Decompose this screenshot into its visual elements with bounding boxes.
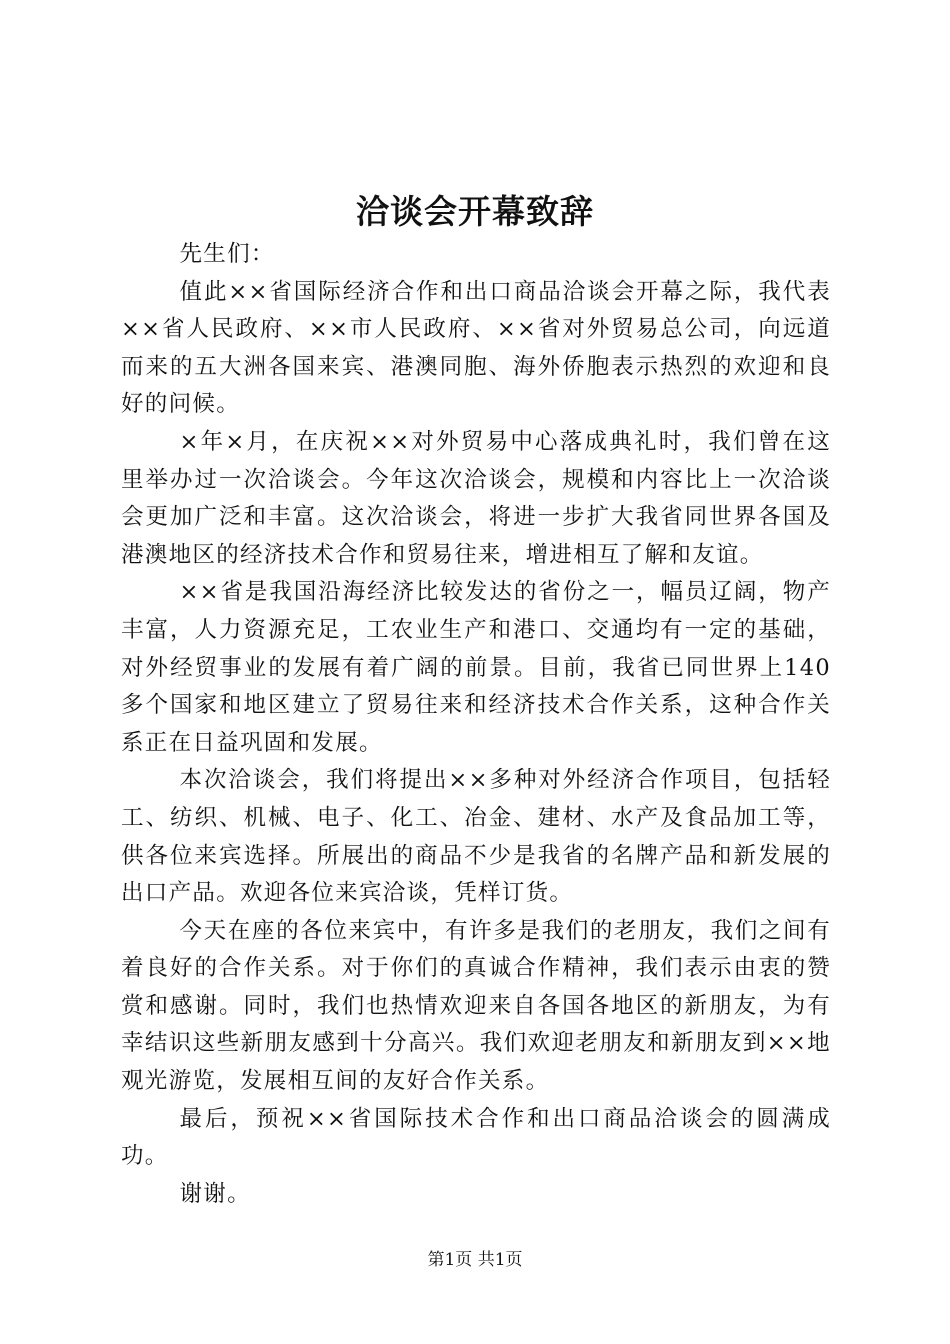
paragraph-history: ×年×月，在庆祝××对外贸易中心落成典礼时，我们曾在这里举办过一次洽谈会。今年这次洽谈会，规模和内容比上一次洽谈会更加广泛和丰富。这次洽谈会，将进一步扩大我省同世界各国及港澳地区的经济技术合作和贸易往来，增进相互了解和友谊。 <box>121 428 831 568</box>
paragraph-friends: 今天在座的各位来宾中，有许多是我们的老朋友，我们之间有着良好的合作关系。对于你们的真诚合作精神，我们表示由衷的赞赏和感谢。同时，我们也热情欢迎来自各国各地区的新朋友，为有幸结识这些新朋友感到十分高兴。我们欢迎老朋友和新朋友到××地观光游览，发展相互间的友好合作关系。 <box>121 917 831 1095</box>
paragraph-wishes: 最后，预祝××省国际技术合作和出口商品洽谈会的圆满成功。 <box>121 1105 831 1170</box>
salutation: 先生们： <box>179 241 275 267</box>
paragraph-projects: 本次洽谈会，我们将提出××多种对外经济合作项目，包括轻工、纺织、机械、电子、化工、冶金、建材、水产及食品加工等，供各位来宾选择。所展出的商品不少是我省的名牌产品和新发展的出口产品。欢迎各位来宾洽谈，凭样订货。 <box>121 767 831 907</box>
page-footer: 第1页 共1页 <box>427 1250 523 1270</box>
paragraph-welcome: 值此××省国际经济合作和出口商品洽谈会开幕之际，我代表××省人民政府、××市人民政府、××省对外贸易总公司，向远道而来的五大洲各国来宾、港澳同胞、海外侨胞表示热烈的欢迎和良好的问候。 <box>121 278 831 418</box>
closing: 谢谢。 <box>179 1180 251 1207</box>
paragraph-province: ××省是我国沿海经济比较发达的省份之一，幅员辽阔，物产丰富，人力资源充足，工农业生产和港口、交通均有一定的基础，对外经贸事业的发展有着广阔的前景。目前，我省已同世界上140多个国家和地区建立了贸易往来和经济技术合作关系，这种合作关系正在日益巩固和发展。 <box>121 579 831 756</box>
document-body <box>121 236 831 1213</box>
document-title: 洽谈会开幕致辞 <box>356 192 594 231</box>
